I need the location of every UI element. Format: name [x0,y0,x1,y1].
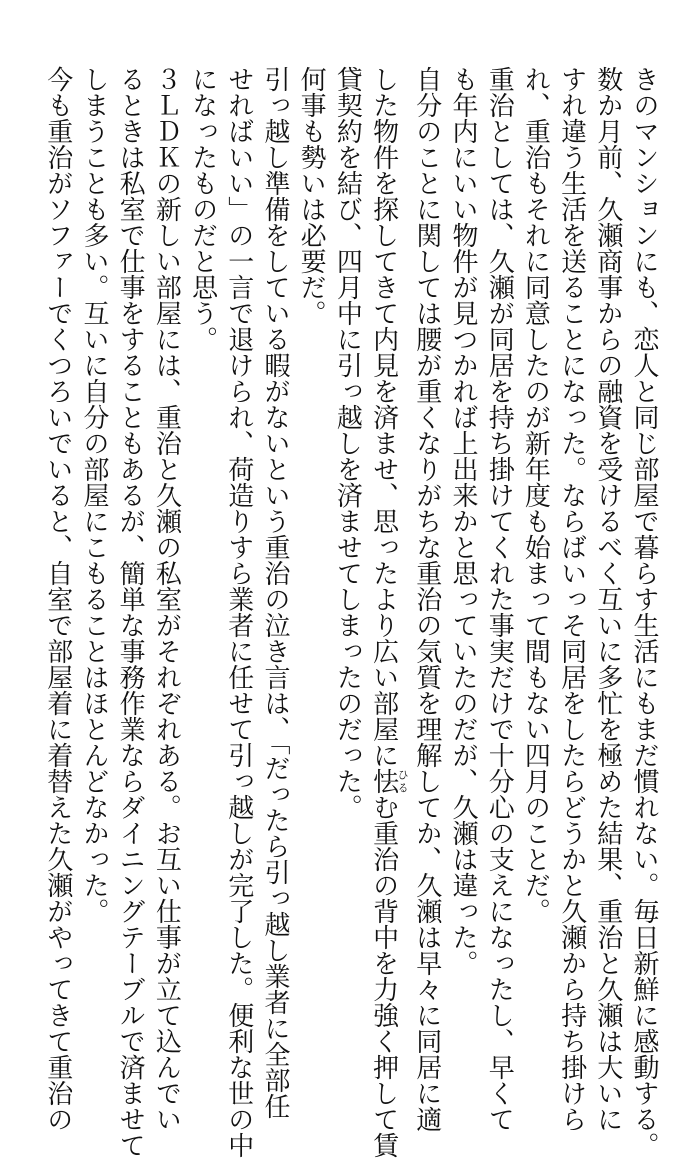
text-line-8-start: した物件を探してきて内見を済ませ、思ったより広い部屋に [368,66,399,768]
ruby-word [368,768,410,794]
text-line-17: 今も重治がソファーでくつろいでいると、自室で部屋着に着替えた久瀬がやってきて重治の [42,66,73,1132]
text-line-12: せればいい」の一言で退けられ、荷造りすら業者に任せて引っ越しが完了した。便利な世の中 [223,66,254,1158]
text-line-6: も年内にいい物件が見つかれば上出来かと思っていたのだが、久瀬は違った。 [447,66,478,976]
text-line-1: きのマンションにも、恋人と同じ部屋で暮らす生活にもまだ慣れない。毎日新鮮に感動する。 [629,66,659,1158]
text-line-2: 数か月前、久瀬商事からの融資を受けるべく互いに多忙を極めた結果、重治と久瀬は大いに [592,66,623,1132]
text-line-7: 自分のことに関しては腰が重くなりがちな重治の気質を理解してか、久瀬は早々に同居に適 [411,66,442,1132]
vertical-text-body [32,66,662,1158]
text-line-8 [365,66,410,1158]
text-line-3: すれ違う生活を送ることになった。ならばいっそ同居をしたらどうかと久瀬から持ち掛けら [556,66,587,1132]
text-line-11: 引っ越し準備をしている暇がないという重治の泣き言は、「だったら引っ越し業者に全部任 [259,66,290,1119]
text-line-13: になったものだと思う。 [187,66,218,352]
text-line-8-end: む重治の背中を力強く押して賃 [368,794,399,1158]
ruby-base: 怯 [368,768,399,794]
text-line-4: れ、重治もそれに同意したのが新年度も始まって間もない四月のことだ。 [520,66,551,924]
text-line-16: しまうことも多い。互いに自分の部屋にこもることはほとんどなかった。 [78,66,109,924]
ruby-reading: ひる [396,768,410,794]
text-line-9: 貸契約を結び、四月中に引っ越しを済ませてしまったのだった。 [332,66,363,820]
text-line-10: 何事も勢いは必要だ。 [296,66,327,326]
text-line-5: 重治としては、久瀬が同居を持ち掛けてくれた事実だけで十分心の支えになったし、早くて [484,66,515,1132]
text-line-14: ３ＬＤＫの新しい部屋には、重治と久瀬の私室がそれぞれある。お互い仕事が立て込んでい [151,66,182,1132]
text-line-15: るときは私室で仕事をすることもあるが、簡単な事務作業ならダイニングテーブルで済ませて [115,66,146,1158]
